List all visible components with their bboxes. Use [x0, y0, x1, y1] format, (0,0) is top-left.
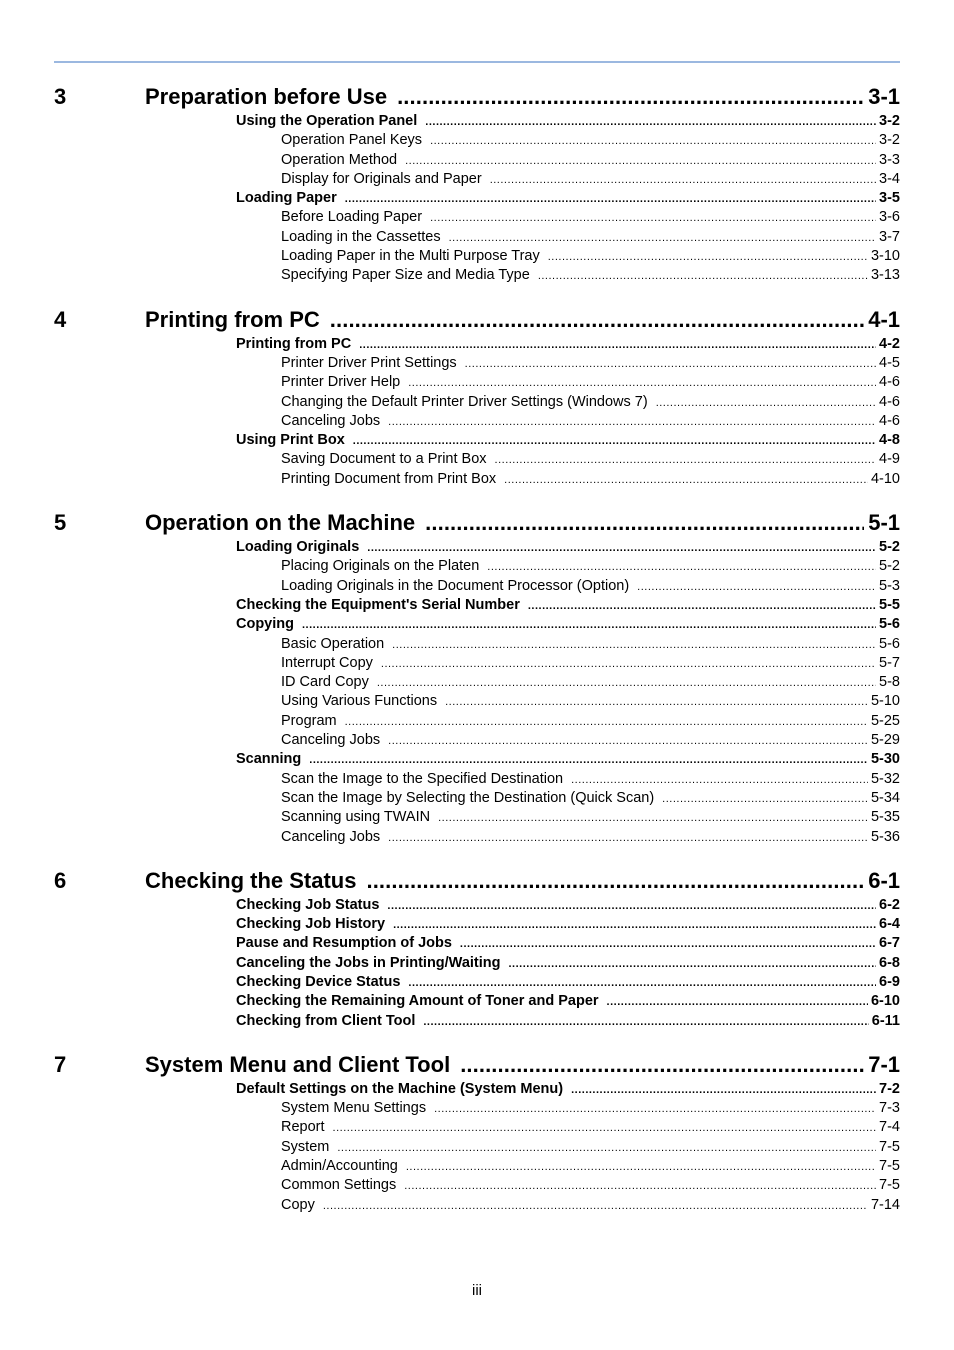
toc-section-entry[interactable] [54, 954, 900, 973]
toc-section-entry[interactable] [54, 596, 900, 615]
dot-leader [405, 152, 876, 171]
entry-title: Checking Job Status [236, 896, 380, 913]
entry-title: Placing Originals on the Platen [281, 558, 480, 575]
dot-leader [430, 132, 876, 151]
chapter-page: 7-1 [868, 1051, 900, 1077]
entry-page: 3-6 [879, 209, 900, 226]
dot-leader [449, 229, 876, 248]
dot-leader [345, 190, 876, 209]
entry-page: 5-6 [879, 635, 900, 652]
entry-page: 6-9 [879, 973, 900, 990]
entry-page: 6-11 [871, 1012, 900, 1029]
entry-title: Scanning using TWAIN [281, 809, 431, 826]
entry-title: Checking the Equipment's Serial Number [236, 596, 520, 613]
entry-page: 5-35 [870, 809, 900, 826]
dot-leader [408, 374, 876, 393]
dot-leader [397, 82, 864, 112]
dot-leader [309, 751, 868, 770]
dot-leader [366, 866, 864, 896]
entry-title: Printer Driver Help [281, 374, 401, 391]
chapter-heading[interactable] [54, 1050, 900, 1080]
chapter-page: 6-1 [868, 867, 900, 893]
toc-subsection-entry[interactable] [54, 470, 900, 489]
entry-page: 5-34 [870, 789, 900, 806]
dot-leader [388, 413, 876, 432]
chapter-title: System Menu and Client Tool [145, 1051, 451, 1077]
page-number: iii [472, 1282, 482, 1299]
chapter-page: 4-1 [868, 306, 900, 332]
toc-subsection-entry[interactable] [54, 412, 900, 431]
toc-subsection-entry[interactable] [54, 557, 900, 576]
chapter-page: 5-1 [868, 510, 900, 536]
dot-leader [465, 355, 876, 374]
toc-chapter [54, 508, 900, 847]
toc-subsection-entry[interactable] [54, 247, 900, 266]
entry-page: 5-8 [879, 674, 900, 691]
dot-leader [425, 113, 876, 132]
chapter-title: Operation on the Machine [145, 510, 416, 536]
dot-leader [333, 1119, 877, 1138]
entry-page: 7-14 [870, 1196, 900, 1213]
entry-page: 3-4 [879, 170, 900, 187]
entry-title: Default Settings on the Machine (System Menu) [236, 1080, 564, 1097]
toc-subsection-entry[interactable] [54, 208, 900, 227]
toc-subsection-entry[interactable] [54, 151, 900, 170]
toc-subsection-entry[interactable] [54, 789, 900, 808]
dot-leader [662, 790, 868, 809]
entry-title: Loading Paper in the Multi Purpose Tray [281, 248, 540, 265]
toc-subsection-entry[interactable] [54, 170, 900, 189]
entry-page: 5-10 [870, 693, 900, 710]
entry-page: 4-6 [879, 393, 900, 410]
entry-title: Saving Document to a Print Box [281, 451, 487, 468]
toc-subsection-entry[interactable] [54, 1157, 900, 1176]
toc-section-entry[interactable] [54, 1012, 900, 1031]
dot-leader [353, 432, 876, 451]
dot-leader [393, 916, 876, 935]
entry-page: 3-13 [870, 267, 900, 284]
dot-leader [460, 935, 876, 954]
toc-subsection-entry[interactable] [54, 393, 900, 412]
dot-leader [430, 209, 876, 228]
toc-section-entry[interactable] [54, 750, 900, 769]
entry-page: 5-2 [879, 558, 900, 575]
dot-leader [388, 829, 868, 848]
entry-title: Printer Driver Print Settings [281, 354, 457, 371]
dot-leader [607, 993, 868, 1012]
entry-title: Operation Method [281, 151, 398, 168]
entry-page: 7-2 [879, 1080, 900, 1097]
toc-chapter [54, 82, 900, 286]
chapter-heading[interactable] [54, 305, 900, 335]
toc-section-entry[interactable] [54, 973, 900, 992]
top-rule [54, 61, 900, 63]
dot-leader [408, 974, 876, 993]
dot-leader [571, 1081, 876, 1100]
toc-subsection-entry[interactable] [54, 673, 900, 692]
entry-title: Using the Operation Panel [236, 113, 418, 129]
toc-subsection-entry[interactable] [54, 828, 900, 847]
entry-page: 7-3 [879, 1100, 900, 1117]
toc-subsection-entry[interactable] [54, 450, 900, 469]
entry-title: Loading Originals in the Document Processor (Option) [281, 577, 630, 594]
entry-title: Scan the Image to the Specified Destination [281, 770, 564, 787]
toc-subsection-entry[interactable] [54, 373, 900, 392]
entry-page: 4-10 [870, 470, 900, 487]
toc-subsection-entry[interactable] [54, 228, 900, 247]
chapter-heading[interactable] [54, 508, 900, 538]
dot-leader [509, 955, 877, 974]
entry-page: 5-25 [870, 712, 900, 729]
dot-leader [528, 597, 876, 616]
toc-section-entry[interactable] [54, 538, 900, 557]
toc-chapter [54, 866, 900, 1031]
toc-subsection-entry[interactable] [54, 577, 900, 596]
toc-subsection-entry[interactable] [54, 635, 900, 654]
entry-page: 6-4 [879, 916, 900, 933]
toc-subsection-entry[interactable] [54, 1138, 900, 1157]
dot-leader [487, 558, 876, 577]
chapter-number: 3 [54, 84, 67, 109]
entry-page: 6-10 [870, 993, 900, 1010]
toc-subsection-entry[interactable] [54, 808, 900, 827]
toc-section-entry[interactable] [54, 992, 900, 1011]
entry-page: 5-7 [879, 654, 900, 671]
entry-title: Loading Paper [236, 190, 337, 207]
dot-leader [504, 471, 868, 490]
toc-chapter [54, 1050, 900, 1215]
entry-page: 3-7 [879, 228, 900, 245]
dot-leader [460, 1050, 864, 1080]
dot-leader [323, 1197, 868, 1216]
entry-title: Copying [236, 616, 294, 633]
entry-title: Copy [281, 1196, 315, 1213]
toc-section-entry[interactable] [54, 896, 900, 915]
dot-leader [392, 636, 876, 655]
entry-page: 5-3 [879, 577, 900, 594]
toc-section-entry[interactable] [54, 112, 900, 131]
entry-title: Pause and Resumption of Jobs [236, 935, 452, 952]
entry-title: Loading in the Cassettes [281, 228, 441, 245]
dot-leader [330, 305, 864, 335]
entry-page: 7-5 [879, 1177, 900, 1194]
dot-leader [359, 336, 876, 355]
entry-page: 5-29 [870, 732, 900, 749]
entry-title: Printing from PC [236, 335, 352, 352]
toc-section-entry[interactable] [54, 615, 900, 634]
entry-title: Operation Panel Keys [281, 132, 423, 149]
dot-leader [495, 451, 877, 470]
toc-subsection-entry[interactable] [54, 1099, 900, 1118]
chapter-number: 5 [54, 510, 67, 536]
dot-leader [423, 1013, 868, 1032]
entry-title: Printing Document from Print Box [281, 470, 497, 487]
chapter-number: 6 [54, 867, 67, 893]
entry-page: 4-9 [879, 451, 900, 468]
entry-page: 5-30 [870, 751, 900, 768]
toc-subsection-entry[interactable] [54, 712, 900, 731]
toc-section-entry[interactable] [54, 934, 900, 953]
entry-title: Checking Job History [236, 916, 386, 933]
entry-page: 5-5 [879, 596, 900, 613]
entry-title: Checking Device Status [236, 973, 401, 990]
chapter-page: 3-1 [868, 84, 900, 109]
entry-title: System [281, 1138, 330, 1155]
dot-leader [381, 655, 876, 674]
entry-page: 4-5 [879, 354, 900, 371]
entry-page: 4-2 [879, 335, 900, 352]
entry-page: 5-2 [879, 539, 900, 556]
entry-title: Checking the Remaining Amount of Toner and Paper [236, 993, 599, 1010]
dot-leader [337, 1139, 876, 1158]
toc-subsection-entry[interactable] [54, 1118, 900, 1137]
dot-leader [637, 578, 876, 597]
entry-title: Specifying Paper Size and Media Type [281, 267, 530, 284]
entry-page: 4-8 [879, 432, 900, 449]
entry-title: Using Various Functions [281, 693, 438, 710]
entry-title: Interrupt Copy [281, 654, 373, 671]
toc-subsection-entry[interactable] [54, 1196, 900, 1215]
dot-leader [571, 771, 868, 790]
toc-section-entry[interactable] [54, 915, 900, 934]
entry-title: Display for Originals and Paper [281, 170, 482, 187]
toc-subsection-entry[interactable] [54, 266, 900, 285]
dot-leader [345, 713, 868, 732]
dot-leader [656, 394, 876, 413]
toc-subsection-entry[interactable] [54, 354, 900, 373]
toc-subsection-entry[interactable] [54, 654, 900, 673]
chapter-heading[interactable] [54, 866, 900, 896]
entry-page: 5-32 [870, 770, 900, 787]
entry-page: 4-6 [879, 412, 900, 429]
entry-title: Canceling the Jobs in Printing/Waiting [236, 954, 501, 971]
dot-leader [434, 1100, 876, 1119]
dot-leader [367, 539, 876, 558]
dot-leader [302, 616, 876, 635]
entry-title: Program [281, 712, 337, 729]
entry-title: Scan the Image by Selecting the Destination (Quick Scan) [281, 789, 655, 806]
entry-title: Changing the Default Printer Driver Settings (Windows 7) [281, 393, 648, 410]
dot-leader [388, 732, 868, 751]
dot-leader [425, 508, 864, 538]
entry-page: 3-2 [879, 113, 900, 129]
toc-section-entry[interactable] [54, 189, 900, 208]
dot-leader [445, 693, 868, 712]
toc-section-entry[interactable] [54, 335, 900, 354]
entry-title: Canceling Jobs [281, 828, 381, 845]
dot-leader [538, 267, 868, 286]
chapter-number: 4 [54, 306, 67, 332]
entry-page: 6-8 [879, 954, 900, 971]
chapter-title: Printing from PC [145, 306, 320, 332]
entry-page: 7-5 [879, 1158, 900, 1175]
entry-title: Common Settings [281, 1177, 397, 1194]
toc-subsection-entry[interactable] [54, 770, 900, 789]
toc-subsection-entry[interactable] [54, 692, 900, 711]
dot-leader [490, 171, 876, 190]
entry-page: 3-5 [879, 190, 900, 207]
toc-subsection-entry[interactable] [54, 1176, 900, 1195]
entry-title: Admin/Accounting [281, 1158, 398, 1175]
chapter-title: Checking the Status [145, 867, 357, 893]
dot-leader [404, 1177, 876, 1196]
chapter-number: 7 [54, 1051, 67, 1077]
entry-page: 3-2 [879, 132, 900, 149]
entry-title: Basic Operation [281, 635, 385, 652]
entry-title: Before Loading Paper [281, 209, 423, 226]
entry-title: ID Card Copy [281, 674, 369, 691]
dot-leader [406, 1158, 876, 1177]
chapter-title: Preparation before Use [145, 84, 388, 109]
dot-leader [387, 897, 876, 916]
toc-section-entry[interactable] [54, 1080, 900, 1099]
entry-title: Canceling Jobs [281, 732, 381, 749]
entry-page: 5-6 [879, 616, 900, 633]
dot-leader [438, 809, 868, 828]
entry-page: 6-7 [879, 935, 900, 952]
entry-page: 7-4 [879, 1119, 900, 1136]
entry-title: Report [281, 1119, 325, 1136]
toc-chapter [54, 305, 900, 489]
entry-title: Scanning [236, 751, 302, 768]
entry-page: 3-3 [879, 151, 900, 168]
entry-page: 5-36 [870, 828, 900, 845]
entry-title: Using Print Box [236, 432, 345, 449]
entry-title: Loading Originals [236, 539, 360, 556]
toc-subsection-entry[interactable] [54, 131, 900, 150]
toc-section-entry[interactable] [54, 431, 900, 450]
dot-leader [377, 674, 876, 693]
entry-page: 7-5 [879, 1138, 900, 1155]
dot-leader [548, 248, 868, 267]
entry-title: System Menu Settings [281, 1100, 427, 1117]
entry-page: 3-10 [870, 248, 900, 265]
entry-page: 4-6 [879, 374, 900, 391]
entry-title: Canceling Jobs [281, 412, 381, 429]
toc-subsection-entry[interactable] [54, 731, 900, 750]
entry-title: Checking from Client Tool [236, 1012, 416, 1029]
chapter-heading[interactable] [54, 82, 900, 112]
table-of-contents [54, 82, 900, 1234]
entry-page: 6-2 [879, 896, 900, 913]
